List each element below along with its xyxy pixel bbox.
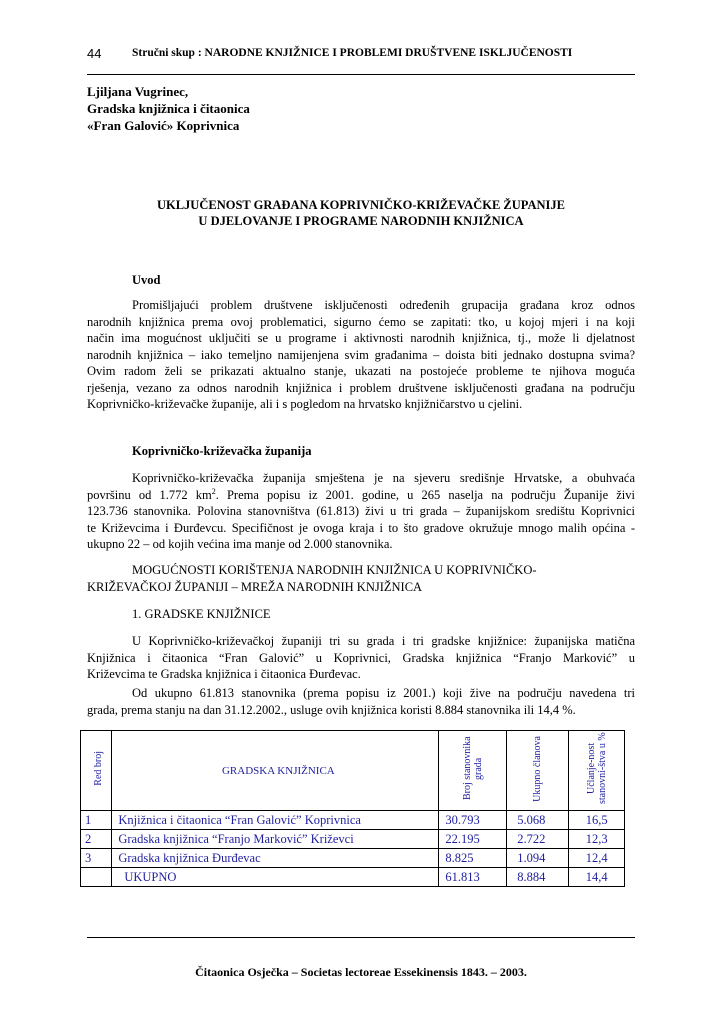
table-row [81,849,625,868]
county-line [87,487,635,504]
county-heading: Koprivničko-križevačka županija [132,444,312,458]
author-block [87,83,250,134]
para1-line: U Koprivničko-križevačkoj županiji tri su grada i tri gradske knjižnice: županijska matična [132,634,635,648]
page-number: 44 [87,46,102,61]
county-line: ukupno 22 – od kojih većina ima manje od 2.000 stanovnika. [87,537,393,551]
county-line: Koprivničko-križevačka županija smještena je na sjeveru središnje Hrvatske, a obuhvaća [132,471,635,485]
para1-line: Križevcima te Gradska knjižnica i čitaonica Đurđevac. [87,667,361,681]
county-line-2b: . Prema popisu iz 2001. godine, u 265 naselja na području Županije živi [215,487,635,502]
cell-members: 1.094 [507,849,569,868]
cell-members: 5.068 [507,811,569,830]
city-libraries-paragraph-2 [87,685,635,718]
county-line-2a: površinu od 1.772 km [87,487,212,502]
header-percentage-label: Učlanje-nost stanovni-štva u % [585,732,608,805]
table-header-row [81,731,625,811]
intro-line: narodnih knjižnica – iako temeljno namijenjena svim građanima – doista biti jednako dostupna svima? [87,347,635,362]
cell-name: Gradska knjižnica “Franjo Marković” Križevci [112,830,439,849]
intro-line: način ima mogućnost uključiti se u programe i aktivnosti narodnih knjižnica, tj., može li djelatnost [87,331,635,345]
header-members-label: Ukupno članova [532,735,544,802]
subheading-text: 1. GRADSKE KNJIŽNICE [132,607,271,621]
para2-line: grada, prema stanju na dan 31.12.2002., usluge ovih knjižnica koristi 8.884 stanovnika ili 14,4 %. [87,702,576,717]
cell-rb [81,868,112,887]
header-population [439,731,507,811]
cell-total-members: 8.884 [507,868,569,887]
cell-name: Gradska knjižnica Đurđevac [112,849,439,868]
author-name: Ljiljana Vugrinec, [87,84,189,99]
author-affiliation-1: Gradska knjižnica i čitaonica [87,101,250,116]
running-header [87,40,635,75]
intro-line: Promišljajući problem društvene isključenosti određenih grupacija građana kroz odnos [132,298,635,312]
title-line-1: UKLJUČENOST GRAĐANA KOPRIVNIČKO-KRIŽEVAČKE ŽUPANIJE [156,198,566,212]
para1-line: Knjižnica i čitaonica “Fran Galović” u Koprivnici, Gradska knjižnica “Franjo Marković” u [87,650,635,665]
cell-total-percentage: 14,4 [569,868,625,887]
header-name: GRADSKA KNJIŽNICA [112,731,439,811]
table-row [81,830,625,849]
header-members [507,731,569,811]
intro-line: Koprivničko-križevačke županije, ali i s pogledom na hrvatsko knjižničarstvo u cjelini. [87,397,523,411]
author-affiliation-2: «Fran Galović» Koprivnica [87,118,240,133]
network-heading-line-2: KRIŽEVAČKOJ ŽUPANIJI – MREŽA NARODNIH KNJIŽNICA [87,579,423,594]
cell-name: Knjižnica i čitaonica “Fran Galović” Koprivnica [112,811,439,830]
header-rb [81,731,112,811]
running-title: Stručni skup : NARODNE KNJIŽNICE I PROBLEMI DRUŠTVENE ISKLJUČENOSTI [132,47,573,59]
county-paragraph [87,470,635,553]
km2-superscript: 2 [211,486,216,496]
intro-line: rješenja, vezano za odnos narodnih knjižnica i problem društvene isključenosti građana na području [87,380,635,395]
cell-rb: 3 [81,849,112,868]
cell-rb: 1 [81,811,112,830]
cell-population: 8.825 [439,849,507,868]
article-title [87,197,635,229]
intro-line: Ovim radom želi se prikazati aktualno stanje, ukazati na postojeće probleme te njihova moguća [87,364,635,378]
network-heading [87,562,635,595]
county-line: 123.736 stanovnika. Polovina stanovništva (61.813) živi u tri grada – županijskom središtu Koprivnici [87,504,635,518]
cell-rb: 2 [81,830,112,849]
footer-rule [87,937,635,938]
intro-heading: Uvod [132,273,161,287]
county-line: te Križevcima i Đurđevcu. Specifičnost je ovoga kraja i to što gradove okružuje mnogo malih općina - [87,520,635,535]
footer-text: Čitaonica Osječka – Societas lectoreae Essekinensis 1843. – 2003. [195,965,527,979]
header-population-label: Broj stanovnika grada [461,736,484,801]
title-line-2: U DJELOVANJE I PROGRAME NARODNIH KNJIŽNICA [198,214,524,228]
header-percentage [569,731,625,811]
header-rb-label: Red broj [92,751,104,786]
cell-members: 2.722 [507,830,569,849]
city-libraries-subheading [87,606,635,623]
intro-paragraph [87,297,635,413]
libraries-table-wrap [80,730,625,887]
cell-percentage: 12,3 [569,830,625,849]
cell-population: 30.793 [439,811,507,830]
cell-population: 22.195 [439,830,507,849]
cell-total-label: UKUPNO [112,868,439,887]
table-total-row [81,868,625,887]
para2-line: Od ukupno 61.813 stanovnika (prema popisu iz 2001.) koji žive na području navedena tri [132,686,635,700]
cell-total-population: 61.813 [439,868,507,887]
network-heading-line-1: MOGUĆNOSTI KORIŠTENJA NARODNIH KNJIŽNICA U KOPRIVNIČKO- [132,563,537,577]
city-libraries-paragraph-1 [87,633,635,683]
cell-percentage: 12,4 [569,849,625,868]
intro-line: narodnih knjižnica prema ovoj problematici, sigurno ćemo se zapitati: tko, u kojoj mjeri i na koji [87,314,635,329]
libraries-table [80,730,625,887]
cell-percentage: 16,5 [569,811,625,830]
table-row [81,811,625,830]
